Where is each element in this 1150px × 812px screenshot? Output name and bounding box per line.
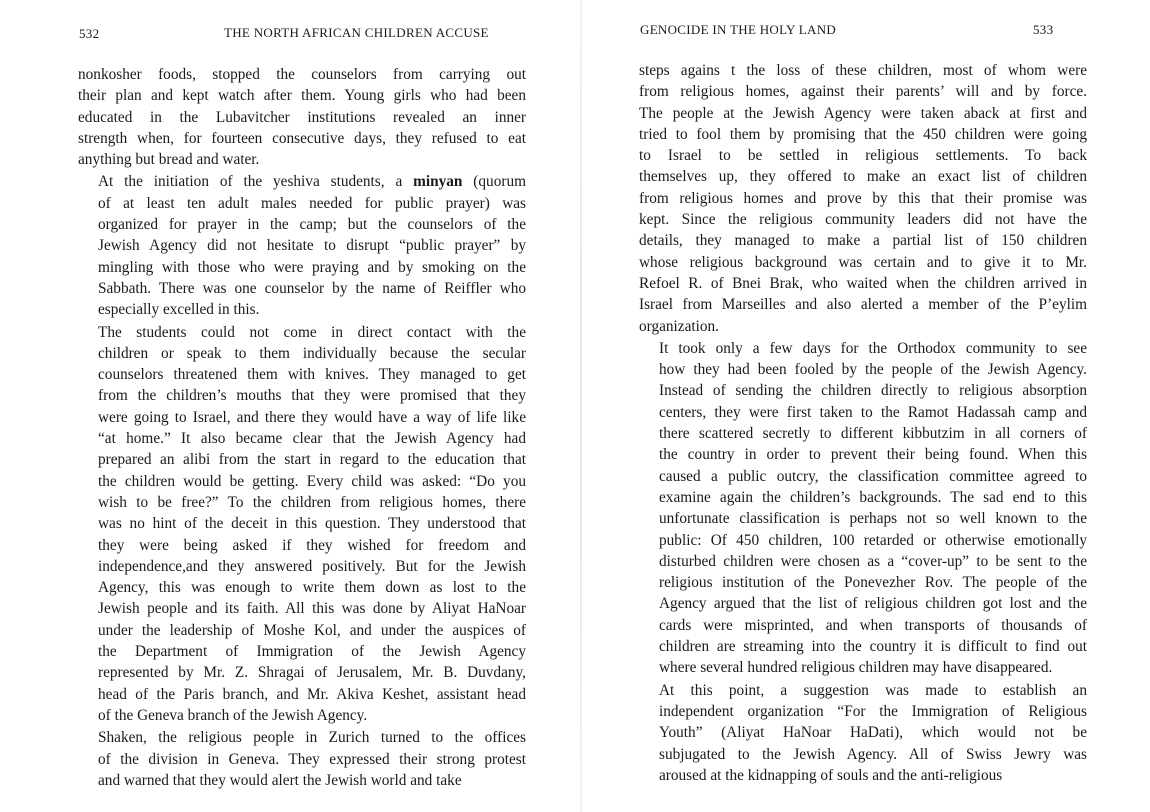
paragraph <box>78 727 526 791</box>
text-line: subjugated to the Jewish Agency. All of Swiss Jewry was <box>659 745 1087 763</box>
text-line: cards were misprinted, and when transports of thousands of <box>659 616 1087 634</box>
text-line: anything but bread and water. <box>78 151 260 169</box>
text-line: especially excelled in this. <box>98 301 260 319</box>
text-line: Refoel R. of Bnei Brak, who waited when the children arrived in <box>639 274 1087 292</box>
text-line: were going to Israel, and there they would have a way of life like <box>98 408 526 426</box>
text-line: examine again the children’s backgrounds. The sad end to this <box>659 488 1087 506</box>
text-line: Instead of sending the children directly to religious absorption <box>659 382 1087 400</box>
text-line: public: Of 450 children, 100 retarded or otherwise emotionally <box>659 531 1087 549</box>
text-line: children or speak to them individually because the secular <box>98 344 526 362</box>
text-line: of the Geneva branch of the Jewish Agency. <box>98 706 368 724</box>
running-head: THE NORTH AFRICAN CHILDREN ACCUSE <box>224 25 489 40</box>
text-line: It took only a few days for the Orthodox community to see <box>659 339 1087 357</box>
text-line: whose religious background was certain and to give it to Mr. <box>639 253 1087 271</box>
text-line: from religious homes and prove by this that their promise was <box>639 189 1087 207</box>
text-line: At the initiation of the yeshiva students, a minyan (quorum <box>98 173 526 191</box>
text-line: of at least ten adult males needed for public prayer) was <box>98 194 526 212</box>
text-line: centers, they were first taken to the Ramot Hadassah camp and <box>659 403 1087 421</box>
page-number: 532 <box>79 26 100 41</box>
text-line: unfortunate classification is perhaps not so well known to the <box>659 510 1087 528</box>
text-line: under the leadership of Moshe Kol, and under the auspices of <box>98 621 526 639</box>
text-line: Sabbath. There was one counselor by the name of Reiffler who <box>98 279 526 297</box>
text-line: mingling with those who were praying and by smoking on the <box>98 258 526 276</box>
text-line: the country in order to prevent their being found. When this <box>659 446 1087 464</box>
text-line: Israel from Marseilles and also alerted a member of the P’eylim <box>639 296 1087 314</box>
text-line: The students could not come in direct contact with the <box>98 323 526 341</box>
text-line: from the children’s mouths that they were promised that they <box>98 387 526 405</box>
text-line: their plan and kept watch after them. Young girls who had been <box>78 87 526 105</box>
page-number: 533 <box>1033 22 1054 37</box>
paragraph <box>639 680 1087 786</box>
text-line: of the division in Geneva. They expressed their strong protest <box>98 750 526 768</box>
text-line: and warned that they would alert the Jewish world and take <box>98 771 462 789</box>
paragraph <box>639 60 1087 337</box>
text-line: where several hundred religious children may have disappeared. <box>659 659 1053 677</box>
text-line: themselves up, they offered to make an exact list of children <box>639 168 1087 186</box>
text-line: “at home.” It also became clear that the Jewish Agency had <box>98 430 526 448</box>
text-line: Jewish Agency did not hesitate to disrupt “public prayer” by <box>98 237 526 255</box>
text-line: organization. <box>639 317 720 335</box>
text-line: how they had been fooled by the people of the Jewish Agency. <box>659 361 1087 379</box>
text-line: caused a public outcry, the classification committee agreed to <box>659 467 1087 485</box>
text-line: nonkosher foods, stopped the counselors from carrying out <box>78 66 526 83</box>
text-line: Jewish people and its faith. All this was done by Aliyat HaNoar <box>98 600 526 618</box>
text-line: kept. Since the religious community leaders did not have the <box>639 211 1087 229</box>
text-line: from religious homes, against their parents’ will and by force. <box>639 83 1087 101</box>
text-line: head of the Paris branch, and Mr. Akiva Keshet, assistant head <box>98 685 526 703</box>
term-minyan: minyan <box>413 173 463 191</box>
running-head: GENOCIDE IN THE HOLY LAND <box>640 22 837 37</box>
text-line: disturbed children were chosen as a “cover-up” to be sent to the <box>659 552 1087 570</box>
text-line: organized for prayer in the camp; but the counselors of the <box>98 216 526 234</box>
paragraph <box>78 322 526 727</box>
body-text <box>639 60 1087 786</box>
text-line: prepared an alibi from the start in regard to the education that <box>98 451 526 469</box>
text-line: they were being asked if they wished for freedom and <box>98 536 526 554</box>
text-line: the Department of Immigration of the Jewish Agency <box>98 643 526 661</box>
text-line: religious institution of the Ponevezher Rov. The people of the <box>659 574 1087 592</box>
text-line: independence,and they answered positively. But for the Jewish <box>98 557 526 575</box>
text-line: educated in the Lubavitcher institutions revealed an inner <box>78 108 526 126</box>
text-line: At this point, a suggestion was made to establish an <box>659 681 1087 699</box>
text-line: wish to be free?” To the children from religious homes, there <box>98 493 526 511</box>
text-line: steps agains t the loss of these children, most of whom were <box>639 62 1087 79</box>
paragraph <box>78 171 526 320</box>
text-line: Shaken, the religious people in Zurich turned to the offices <box>98 729 526 747</box>
text-line: The people at the Jewish Agency were taken aback at first and <box>639 104 1087 122</box>
text-line: Youth” (Aliyat HaNoar HaDati), which would not be <box>659 724 1087 742</box>
text-line: tried to fool them by promising that the 450 children were going <box>639 125 1087 143</box>
paragraph <box>639 338 1087 679</box>
text-line: details, they managed to make a partial list of 150 children <box>639 232 1087 250</box>
text-line: represented by Mr. Z. Shragai of Jerusalem, Mr. B. Duvdany, <box>98 664 526 682</box>
text-line: the children would be getting. Every child was asked: “Do you <box>98 472 526 490</box>
text-line: Agency, this was enough to write them down as lost to the <box>98 579 526 597</box>
text-line: was no hint of the deceit in this question. They understood that <box>98 515 526 533</box>
text-line: to Israel to be settled in religious settlements. To back <box>639 147 1087 165</box>
paragraph <box>78 64 526 170</box>
text-line: counselors threatened them with knives. They managed to get <box>98 366 526 384</box>
text-line: children are streaming into the country it is difficult to find out <box>659 638 1087 656</box>
text-line: aroused at the kidnapping of souls and the anti-religious <box>659 766 1003 784</box>
text-line: independent organization “For the Immigration of Religious <box>659 702 1087 720</box>
text-line: there scattered secretly to different kibbutzim in all corners of <box>659 425 1087 443</box>
text-line: strength when, for fourteen consecutive days, they refused to eat <box>78 129 526 147</box>
body-text <box>78 64 526 791</box>
text-line: Agency argued that the list of religious children got lost and the <box>659 595 1087 613</box>
right-page <box>582 0 1150 812</box>
